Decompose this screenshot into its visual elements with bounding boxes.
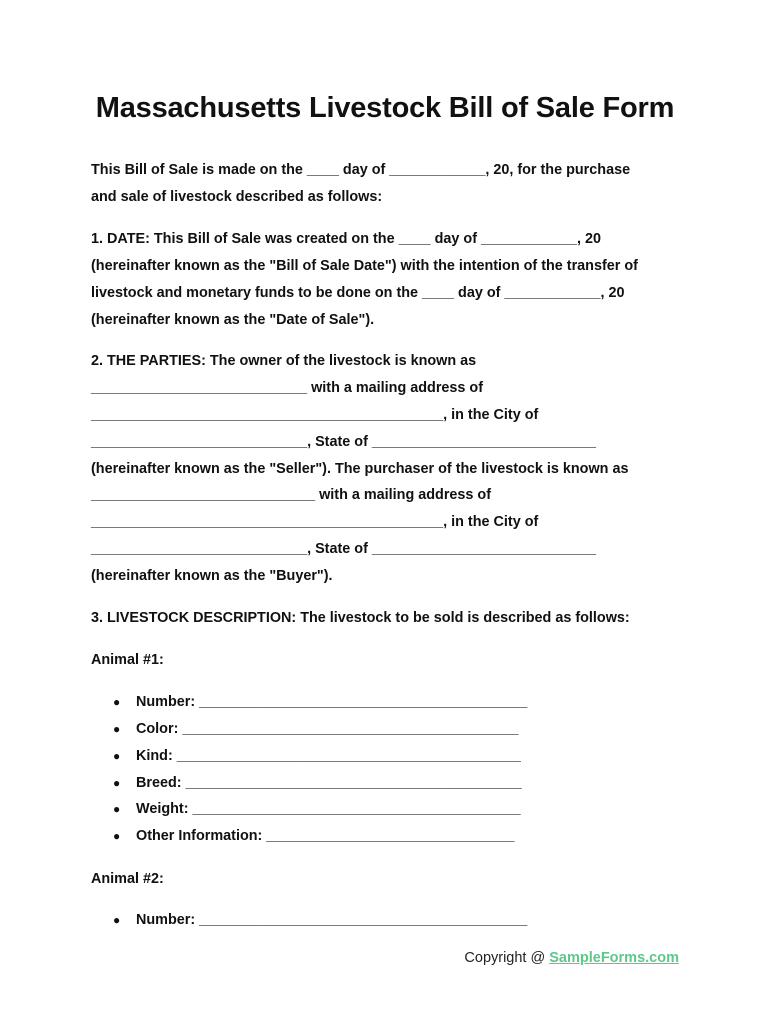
animal-1-weight-field <box>113 800 521 818</box>
animal-1-color-field <box>113 720 519 738</box>
date-section-line-3: livestock and monetary funds to be done on the ____ day of ____________, 20 <box>91 285 625 301</box>
field-label: Color: __________________________________________ <box>136 721 519 737</box>
animal-1-heading: Animal #1: <box>91 652 164 668</box>
field-label: Weight: _________________________________________ <box>136 801 521 817</box>
animal-2-number-field <box>113 911 527 929</box>
date-section-line-2: (hereinafter known as the "Bill of Sale Date") with the intention of the transfer of <box>91 258 638 274</box>
parties-section-line-6: ____________________________ with a mailing address of <box>91 487 492 503</box>
parties-section-line-1: 2. THE PARTIES: The owner of the livestock is known as <box>91 353 477 369</box>
animal-1-other-info-field <box>113 827 514 845</box>
date-section-line-4: (hereinafter known as the "Date of Sale"). <box>91 312 375 328</box>
field-label: Number: _________________________________________ <box>136 912 528 928</box>
bullet-icon: ● <box>113 913 121 927</box>
sampleforms-link[interactable]: SampleForms.com <box>549 950 679 966</box>
page-title: Massachusetts Livestock Bill of Sale Form <box>95 92 675 124</box>
date-section-line-1: 1. DATE: This Bill of Sale was created on the ____ day of ____________, 20 <box>91 231 602 247</box>
bullet-icon: ● <box>113 749 121 763</box>
copyright-footer <box>464 950 679 966</box>
field-label: Kind: ___________________________________________ <box>136 748 521 764</box>
animal-2-heading: Animal #2: <box>91 871 164 887</box>
bullet-icon: ● <box>113 776 121 790</box>
parties-section-line-9: (hereinafter known as the "Buyer"). <box>91 568 333 584</box>
field-label: Breed: __________________________________________ <box>136 775 522 791</box>
animal-1-number-field <box>113 693 527 711</box>
animal-1-kind-field <box>113 747 521 765</box>
livestock-description-heading: 3. LIVESTOCK DESCRIPTION: The livestock to be sold is described as follows: <box>91 610 630 626</box>
bullet-icon: ● <box>113 829 121 843</box>
parties-section-line-4: ___________________________, State of ____________________________ <box>91 434 596 450</box>
bullet-icon: ● <box>113 802 121 816</box>
copyright-prefix: Copyright @ <box>464 950 550 966</box>
bullet-icon: ● <box>113 695 121 709</box>
bullet-icon: ● <box>113 722 121 736</box>
parties-section-line-2: ___________________________ with a mailing address of <box>91 380 484 396</box>
intro-line-1: This Bill of Sale is made on the ____ day of ____________, 20, for the purchase <box>91 162 631 178</box>
parties-section-line-7: ____________________________________________, in the City of <box>91 514 539 530</box>
parties-section-line-5: (hereinafter known as the "Seller"). The purchaser of the livestock is known as <box>91 461 629 477</box>
parties-section-line-8: ___________________________, State of ____________________________ <box>91 541 596 557</box>
animal-1-breed-field <box>113 774 522 792</box>
intro-line-2: and sale of livestock described as follows: <box>91 189 383 205</box>
field-label: Other Information: _______________________________ <box>136 828 515 844</box>
parties-section-line-3: ____________________________________________, in the City of <box>91 407 539 423</box>
field-label: Number: _________________________________________ <box>136 694 528 710</box>
